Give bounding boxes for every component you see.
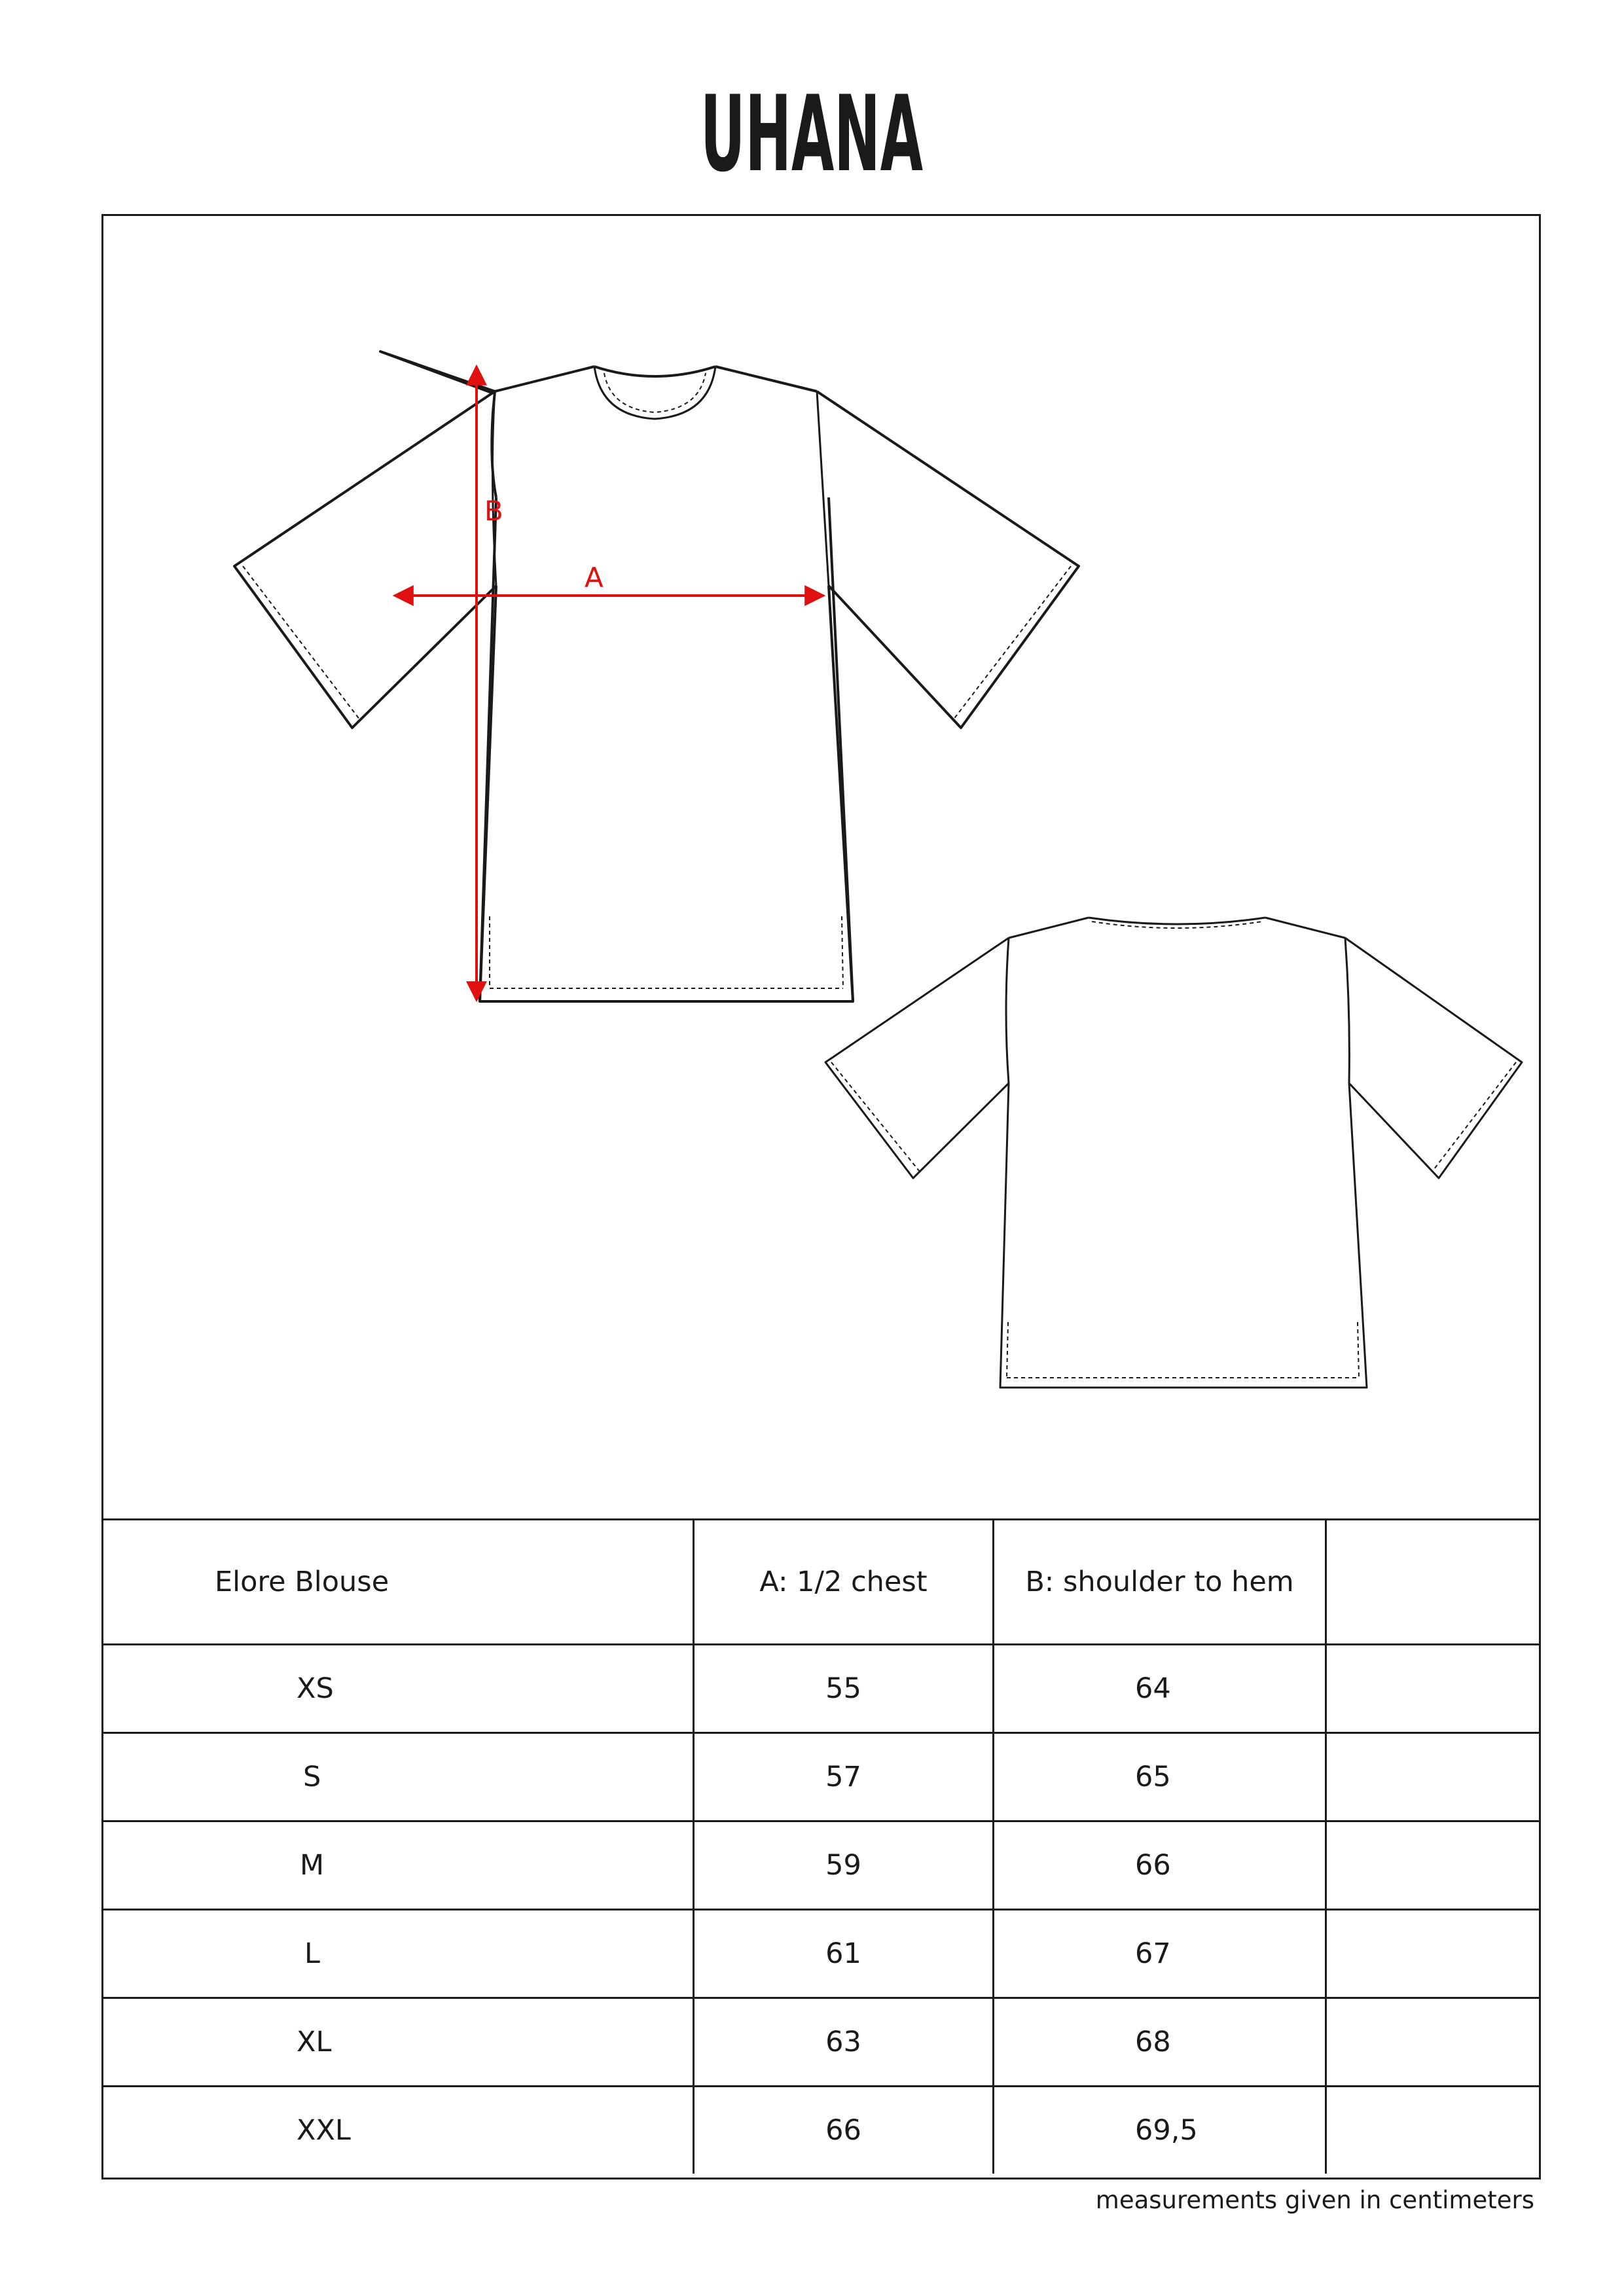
table-row [103, 1645, 1539, 1733]
header-length: B: shoulder to hem [994, 1520, 1326, 1645]
header-chest: A: 1/2 chest [694, 1520, 994, 1645]
length-cell: 64 [994, 1645, 1326, 1733]
length-cell: 66 [994, 1821, 1326, 1910]
front-view [234, 351, 1079, 1001]
table-header-row [103, 1520, 1539, 1645]
size-cell: XS [103, 1645, 694, 1733]
table-row [103, 1733, 1539, 1821]
empty-cell [1326, 1821, 1540, 1910]
size-cell: L [103, 1910, 694, 1998]
label-a: A [585, 562, 604, 594]
label-b: B [484, 495, 503, 527]
size-cell: XXL [103, 2087, 694, 2174]
empty-cell [1326, 1733, 1540, 1821]
size-cell: XL [103, 1998, 694, 2087]
empty-cell [1326, 2087, 1540, 2174]
size-chart-frame [101, 214, 1541, 2179]
table-row [103, 2087, 1539, 2174]
empty-cell [1326, 1910, 1540, 1998]
measurement-arrows [395, 367, 823, 1000]
length-cell: 69,5 [994, 2087, 1326, 2174]
chest-cell: 63 [694, 1998, 994, 2087]
size-table [103, 1518, 1539, 2174]
table-row [103, 1910, 1539, 1998]
brand-logo [0, 72, 1624, 183]
units-footnote: measurements given in centimeters [1095, 2186, 1534, 2214]
header-product: Elore Blouse [103, 1520, 694, 1645]
brand-name: UHANA [700, 73, 923, 183]
table-row [103, 1998, 1539, 2087]
size-cell: S [103, 1733, 694, 1821]
garment-illustration [103, 216, 1539, 1518]
empty-cell [1326, 1998, 1540, 2087]
back-view [825, 918, 1522, 1388]
chest-cell: 61 [694, 1910, 994, 1998]
size-cell: M [103, 1821, 694, 1910]
length-cell: 65 [994, 1733, 1326, 1821]
length-cell: 68 [994, 1998, 1326, 2087]
table-row [103, 1821, 1539, 1910]
chest-cell: 55 [694, 1645, 994, 1733]
chest-cell: 57 [694, 1733, 994, 1821]
chest-cell: 59 [694, 1821, 994, 1910]
header-empty [1326, 1520, 1540, 1645]
length-cell: 67 [994, 1910, 1326, 1998]
empty-cell [1326, 1645, 1540, 1733]
chest-cell: 66 [694, 2087, 994, 2174]
